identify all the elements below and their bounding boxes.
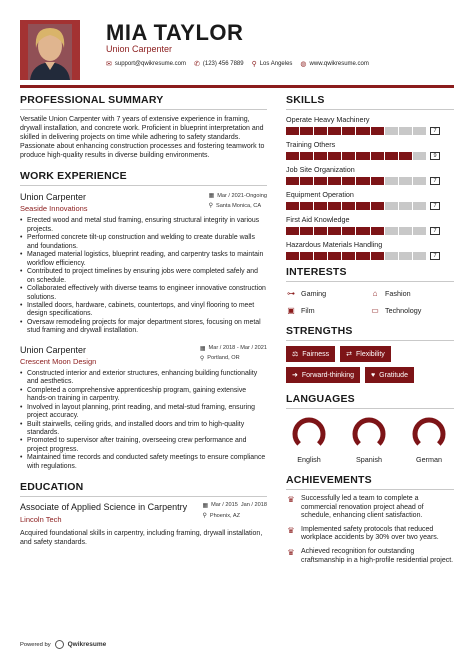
skill-level-number: 7 xyxy=(430,127,440,135)
footer xyxy=(20,640,106,649)
arrows-icon: ⇄ xyxy=(346,351,352,358)
language-item xyxy=(346,416,392,464)
achievement-item xyxy=(286,548,454,565)
language-level-gauge xyxy=(291,416,327,452)
job-location: Portland, OR xyxy=(207,355,240,362)
skill-name: Training Others xyxy=(286,140,336,149)
summary-section xyxy=(20,94,267,160)
skill-bar-segment xyxy=(314,252,327,260)
skill-bar-segment xyxy=(413,252,426,260)
skill-name: Operate Heavy Machinery xyxy=(286,115,370,124)
skill-bar-segment xyxy=(286,177,299,185)
skill-bar-segment xyxy=(385,202,398,210)
globe-icon: ◍ xyxy=(300,61,307,68)
skills-list xyxy=(286,115,454,260)
language-level-gauge xyxy=(351,416,387,452)
skill-name: Job Site Organization xyxy=(286,165,355,174)
bullet-item: • Promoted to supervisor after training, overseeing crew performance and project progress. xyxy=(20,437,267,454)
skill-name: Equipment Operation xyxy=(286,190,354,199)
achievement-text: Implemented safety protocols that reduced workplace accidents by 30% over two years. xyxy=(301,525,439,542)
phone-text: (123) 456 7889 xyxy=(202,61,244,67)
skill-bar-segment xyxy=(300,127,313,135)
education-description: Acquired foundational skills in carpentry, including framing, drywall installation, and safety standards. xyxy=(20,530,263,547)
laptop-icon: ▭ xyxy=(371,306,379,315)
job-company: Seaside Innovations xyxy=(20,204,88,214)
experience-section xyxy=(20,170,267,471)
skill-bar-segment xyxy=(371,227,384,235)
skill-bar-segment xyxy=(314,152,327,160)
location-text: Los Angeles xyxy=(259,61,293,67)
job-bullets xyxy=(20,217,267,335)
achievement-item xyxy=(286,526,454,543)
achievements-section xyxy=(286,474,454,565)
skill-bar-segment xyxy=(371,177,384,185)
skill-level-bar xyxy=(286,152,454,160)
skill-item xyxy=(286,190,454,210)
skill-bar-segment xyxy=(385,127,398,135)
job-dates: Mar / 2021-Ongoing xyxy=(217,192,267,199)
bullet-item: • Oversaw remodeling projects for major department stores, focusing on metal stud framing and drywall installation. xyxy=(20,319,267,336)
section-divider xyxy=(20,109,267,110)
profile-photo xyxy=(20,20,80,80)
skill-bar-segment xyxy=(385,252,398,260)
skill-bar-segment xyxy=(342,177,355,185)
section-divider xyxy=(286,281,454,282)
map-pin-icon: ⚲ xyxy=(199,355,205,362)
skill-bar-segment xyxy=(371,127,384,135)
skill-name: Hazardous Materials Handling xyxy=(286,240,383,249)
skill-bar-segment xyxy=(300,252,313,260)
skill-bar-segment xyxy=(314,177,327,185)
language-item xyxy=(286,416,332,464)
forward-arrow-icon: ➜ xyxy=(292,372,298,379)
scale-icon: ⚖ xyxy=(292,351,299,358)
skill-bar-segment xyxy=(300,152,313,160)
achievement-item xyxy=(286,495,454,521)
section-divider xyxy=(286,109,454,110)
language-item xyxy=(406,416,452,464)
skill-bar-segment xyxy=(286,252,299,260)
interest-label: Technology xyxy=(385,306,422,315)
skill-bar-segment xyxy=(286,227,299,235)
strengths-section xyxy=(286,325,454,383)
candidate-name: MIA TAYLOR xyxy=(106,20,244,45)
language-name: German xyxy=(416,455,442,464)
skill-level-number: 7 xyxy=(430,177,440,185)
skill-bar-segment xyxy=(399,252,412,260)
skill-bar-segment xyxy=(342,202,355,210)
strength-tag xyxy=(286,346,335,362)
skill-bar-segment xyxy=(286,152,299,160)
education-heading: EDUCATION xyxy=(20,481,84,494)
trophy-icon: ♛ xyxy=(287,547,295,557)
film-icon: ▣ xyxy=(287,306,295,315)
education-end: Jan / 2018 xyxy=(240,502,267,509)
strength-tag xyxy=(365,367,414,383)
skills-heading: SKILLS xyxy=(286,94,325,106)
skills-section xyxy=(286,94,454,260)
strength-label: Fairness xyxy=(302,350,330,358)
trophy-icon: ♛ xyxy=(287,495,295,504)
contact-email[interactable] xyxy=(106,60,186,68)
job-dates: Mar / 2018 - Mar / 2021 xyxy=(208,345,267,352)
trophy-icon: ♛ xyxy=(287,525,295,535)
calendar-icon: ▦ xyxy=(199,345,206,352)
skill-bar-segment xyxy=(413,152,426,160)
interest-label: Gaming xyxy=(301,289,327,298)
skill-item xyxy=(286,115,454,135)
bullet-item: • Installed doors, hardware, cabinets, countertops, and vinyl flooring to meet design specifications. xyxy=(20,302,267,319)
strength-label: Flexibility xyxy=(356,350,385,358)
bullet-item: • Performed concrete tilt-up construction and welding to create durable walls and foundations. xyxy=(20,234,267,251)
interests-heading: INTERESTS xyxy=(286,266,347,278)
skill-bar-segment xyxy=(356,252,369,260)
powered-by-text: Powered by xyxy=(20,641,51,648)
skill-bar-segment xyxy=(399,152,412,160)
education-section xyxy=(20,481,267,547)
contact-website[interactable] xyxy=(300,60,368,68)
interest-label: Film xyxy=(301,306,315,315)
header-divider xyxy=(20,85,454,88)
skill-bar-segment xyxy=(356,152,369,160)
heart-icon: ♥ xyxy=(371,371,376,379)
education-degree: Associate of Applied Science in Carpentry xyxy=(20,502,188,513)
interest-item xyxy=(370,306,454,315)
skill-name: First Aid Knowledge xyxy=(286,215,350,224)
section-divider xyxy=(286,489,454,490)
job-role: Union Carpenter xyxy=(20,344,87,355)
job-bullets xyxy=(20,370,267,471)
language-level-gauge xyxy=(411,416,447,452)
interest-item xyxy=(370,289,454,298)
envelope-icon: ✉ xyxy=(106,61,112,68)
section-divider xyxy=(20,185,267,186)
strength-tag xyxy=(340,346,391,362)
hanger-icon: ⌂ xyxy=(372,289,378,298)
skill-bar-segment xyxy=(314,227,327,235)
skill-bar-segment xyxy=(413,227,426,235)
skill-bar-segment xyxy=(342,227,355,235)
interest-item xyxy=(286,289,370,298)
skill-bar-segment xyxy=(356,177,369,185)
skill-item xyxy=(286,165,454,185)
bullet-item: • Contributed to project timelines by ensuring jobs were completed safely and on schedule. xyxy=(20,268,267,285)
skill-bar-segment xyxy=(328,227,341,235)
left-column xyxy=(20,94,267,547)
skill-bar-segment xyxy=(328,177,341,185)
skill-bar-segment xyxy=(371,152,384,160)
experience-heading: WORK EXPERIENCE xyxy=(20,170,127,183)
skill-level-bar xyxy=(286,177,454,185)
education-start: Mar / 2015 xyxy=(211,502,238,509)
languages-list xyxy=(286,414,454,464)
language-name: English xyxy=(297,455,321,464)
map-pin-icon: ⚲ xyxy=(202,513,207,520)
candidate-title: Union Carpenter xyxy=(106,44,173,54)
skill-bar-segment xyxy=(413,177,426,185)
interests-section xyxy=(286,266,454,315)
skill-bar-segment xyxy=(399,177,412,185)
education-school: Lincoln Tech xyxy=(20,515,62,525)
skill-item xyxy=(286,240,454,260)
skill-bar-segment xyxy=(300,227,313,235)
job-entry xyxy=(20,192,267,335)
skill-bar-segment xyxy=(399,202,412,210)
skill-bar-segment xyxy=(413,202,426,210)
skill-bar-segment xyxy=(385,177,398,185)
job-entry xyxy=(20,345,267,471)
summary-text: Versatile Union Carpenter with 7 years of extensive experience in framing, drywall installation, and concrete work. Proficient in blueprint interpretation and skilled in delivering projects on time while adhering to safety standards. Passionate about enhancing construction processes and fostering teamwork to produce high-quality results in diverse building environments. xyxy=(20,116,265,160)
website-text: www.qwikresume.com xyxy=(309,61,369,67)
skill-item xyxy=(286,140,454,160)
skill-bar-segment xyxy=(399,127,412,135)
bullet-item: • Constructed interior and exterior structures, enhancing building functionality and aesthetics. xyxy=(20,370,267,387)
language-name: Spanish xyxy=(356,455,382,464)
bullet-item: • Managed material logistics, blueprint reading, and carpentry tasks to maintain workflow efficiency. xyxy=(20,251,267,268)
skill-bar-segment xyxy=(356,202,369,210)
skill-level-bar xyxy=(286,227,454,235)
interest-item xyxy=(286,306,370,315)
gamepad-icon: ⊶ xyxy=(287,289,295,298)
skill-level-number: 9 xyxy=(430,152,440,160)
skill-item xyxy=(286,215,454,235)
skill-bar-segment xyxy=(371,252,384,260)
skill-bar-segment xyxy=(342,127,355,135)
bullet-item: • Collaborated effectively with diverse teams to engineer innovative construction solutions. xyxy=(20,285,267,302)
skill-bar-segment xyxy=(356,227,369,235)
skill-bar-segment xyxy=(385,152,398,160)
bullet-item: • Involved in layout planning, print reading, and metal-stud framing, ensuring project accuracy. xyxy=(20,404,267,421)
skill-bar-segment xyxy=(385,227,398,235)
calendar-icon: ▦ xyxy=(202,503,209,510)
skill-bar-segment xyxy=(371,202,384,210)
skill-bar-segment xyxy=(399,227,412,235)
skill-level-bar xyxy=(286,202,454,210)
achievement-text: Successfully led a team to complete a commercial renovation project ahead of schedule, enhancing client satisfaction. xyxy=(301,495,424,520)
languages-section xyxy=(286,393,454,464)
languages-heading: LANGUAGES xyxy=(286,393,355,405)
strength-label: Gratitude xyxy=(379,371,408,379)
skill-bar-segment xyxy=(328,127,341,135)
education-location: Phoenix, AZ xyxy=(209,512,241,519)
summary-heading: PROFESSIONAL SUMMARY xyxy=(20,94,164,106)
job-company: Crescent Moon Design xyxy=(20,356,97,366)
skill-bar-segment xyxy=(286,202,299,210)
skill-bar-segment xyxy=(342,152,355,160)
map-pin-icon: ⚲ xyxy=(251,61,257,68)
bullet-item: • Built stairwells, ceiling grids, and installed doors and trim to high-quality standards. xyxy=(20,421,267,438)
skill-bar-segment xyxy=(356,127,369,135)
skill-bar-segment xyxy=(314,202,327,210)
skill-level-number: 7 xyxy=(430,227,440,235)
phone-icon: ✆ xyxy=(194,61,200,68)
skill-bar-segment xyxy=(286,127,299,135)
bullet-item: • Maintained time records and conducted safety meetings to ensure compliance with regulations. xyxy=(20,454,267,471)
section-divider xyxy=(286,408,454,409)
contact-phone xyxy=(194,60,244,68)
skill-bar-segment xyxy=(413,127,426,135)
interest-label: Fashion xyxy=(385,289,411,298)
skill-bar-segment xyxy=(300,202,313,210)
skill-bar-segment xyxy=(314,127,327,135)
section-divider xyxy=(20,496,267,497)
qwikresume-logo-icon xyxy=(55,640,64,649)
strength-tag xyxy=(286,367,360,383)
job-role: Union Carpenter xyxy=(20,192,87,203)
contact-location xyxy=(252,60,293,68)
skill-level-bar xyxy=(286,127,454,135)
map-pin-icon: ⚲ xyxy=(208,203,213,210)
skill-bar-segment xyxy=(300,177,313,185)
skill-level-bar xyxy=(286,252,454,260)
calendar-icon: ▦ xyxy=(208,193,215,200)
achievement-text: Achieved recognition for outstanding craftsmanship in a high-profile residential project. xyxy=(301,547,454,564)
skill-level-number: 7 xyxy=(430,202,440,210)
skill-bar-segment xyxy=(328,152,341,160)
bullet-item: • Erected wood and metal stud framing, ensuring structural integrity in various projects. xyxy=(20,217,267,234)
email-text: support@qwikresume.com xyxy=(114,61,186,67)
brand-name[interactable]: Qwikresume xyxy=(67,641,107,648)
bullet-item: • Completed a comprehensive apprenticeship program, gaining extensive hands-on training in carpentry. xyxy=(20,387,267,404)
right-column xyxy=(286,94,454,570)
strengths-heading: STRENGTHS xyxy=(286,325,353,337)
skill-bar-segment xyxy=(328,252,341,260)
skill-bar-segment xyxy=(342,252,355,260)
section-divider xyxy=(286,340,454,341)
skill-bar-segment xyxy=(328,202,341,210)
skill-level-number: 7 xyxy=(430,252,440,260)
contact-row xyxy=(106,60,369,68)
achievements-heading: ACHIEVEMENTS xyxy=(286,474,372,486)
strength-label: Forward-thinking xyxy=(301,371,355,379)
job-location: Santa Monica, CA xyxy=(215,202,262,209)
